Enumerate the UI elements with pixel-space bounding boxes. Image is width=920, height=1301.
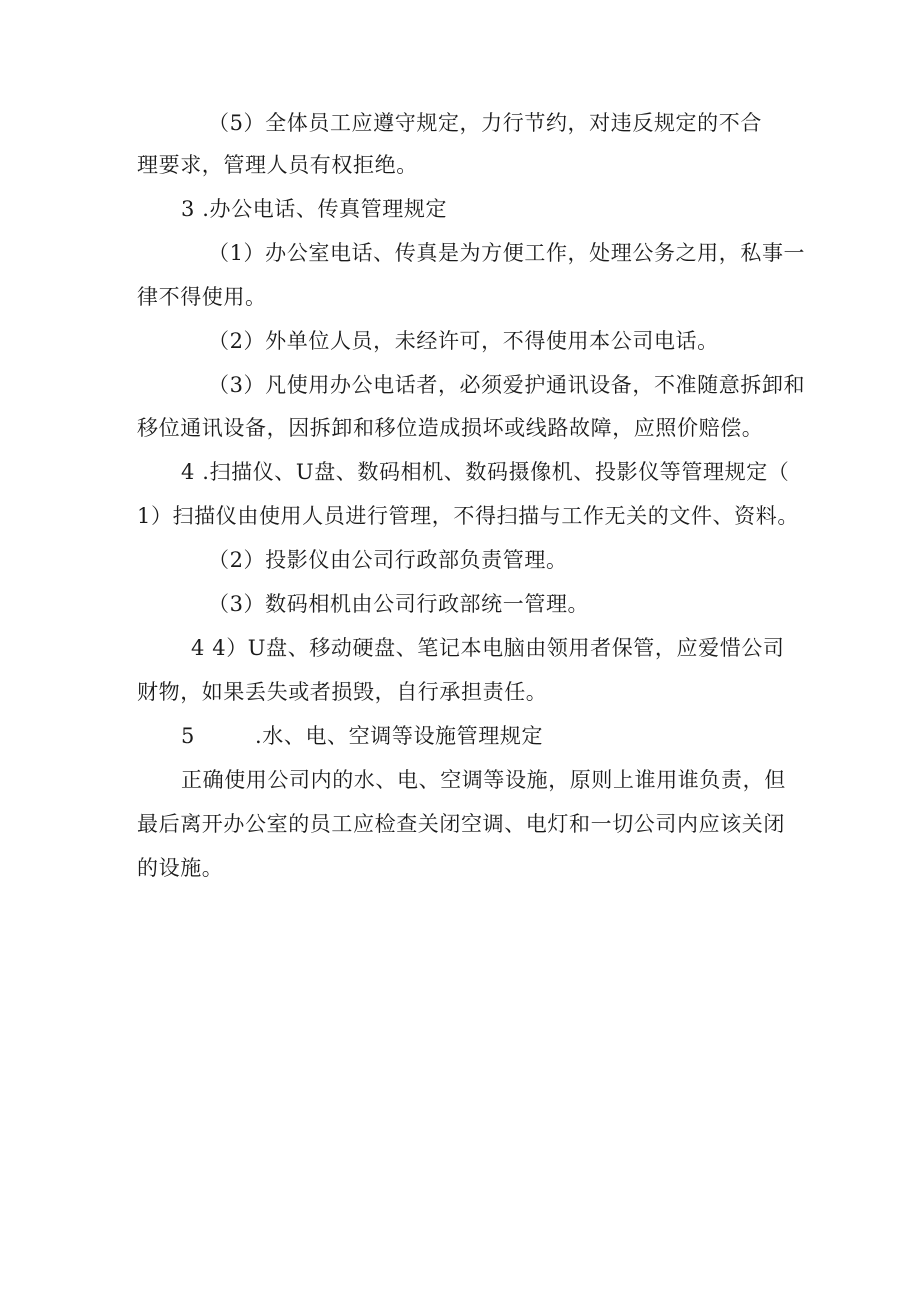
item-3-3-line-2: 移位通讯设备，因拆卸和移位造成损坏或线路故障，应照价赔偿。 bbox=[137, 416, 764, 440]
item-3-3-line-1: （3）凡使用办公电话者，必须爱护通讯设备，不准随意拆卸和 bbox=[208, 373, 806, 397]
item-4-2-line-1: （2）投影仪由公司行政部负责管理。 bbox=[208, 548, 568, 572]
section-number-5: 5 bbox=[181, 724, 195, 748]
item-2-5-line-2: 理要求，管理人员有权拒绝。 bbox=[137, 153, 418, 177]
section-title-5: .水、电、空调等设施管理规定 bbox=[254, 724, 544, 748]
item-4-3-line-1: （3）数码相机由公司行政部统一管理。 bbox=[208, 592, 590, 616]
item-4-4-line-1: 4 4）U盘、移动硬盘、笔记本电脑由领用者保管，应爱惜公司 bbox=[191, 636, 785, 660]
section-heading-5 bbox=[181, 721, 543, 751]
para-5-line-2: 最后离开办公室的员工应检查关闭空调、电灯和一切公司内应该关闭 bbox=[137, 812, 785, 836]
item-2-5-line-1: （5）全体员工应遵守规定，力行节约，对违反规定的不合 bbox=[208, 111, 762, 135]
para-5-line-1: 正确使用公司内的水、电、空调等设施，原则上谁用谁负责，但 bbox=[181, 768, 786, 792]
item-4-1-line: 1）扫描仪由使用人员进行管理，不得扫描与工作无关的文件、资料。 bbox=[137, 504, 799, 528]
para-5-line-3: 的设施。 bbox=[137, 856, 224, 880]
section-heading-3: 3 .办公电话、传真管理规定 bbox=[181, 197, 448, 221]
section-heading-4: 4 .扫描仪、U盘、数码相机、数码摄像机、投影仪等管理规定（ bbox=[181, 460, 790, 484]
item-3-1-line-2: 律不得使用。 bbox=[137, 285, 267, 309]
item-3-2-line-1: （2）外单位人员，未经许可，不得使用本公司电话。 bbox=[208, 329, 719, 353]
item-3-1-line-1: （1）办公室电话、传真是为方便工作，处理公务之用，私事一 bbox=[208, 241, 806, 265]
item-4-4-line-2: 财物，如果丢失或者损毁，自行承担责任。 bbox=[137, 680, 548, 704]
